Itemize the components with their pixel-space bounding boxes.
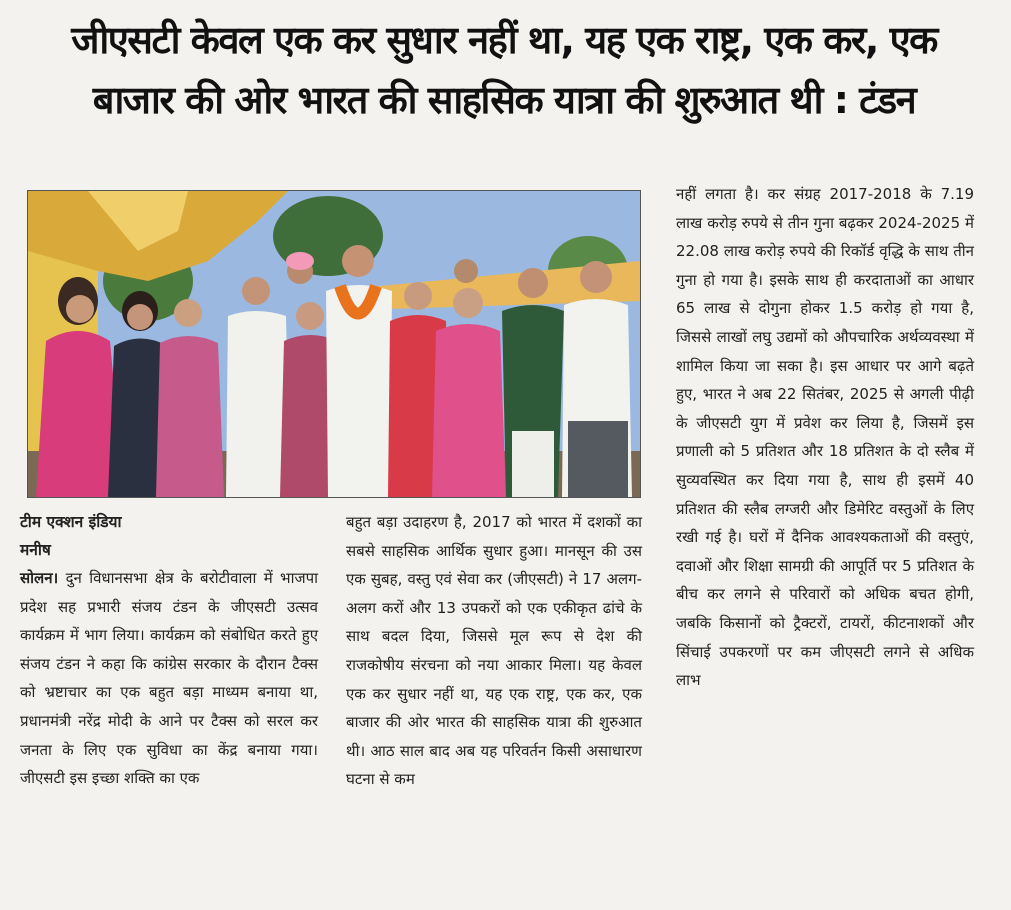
column-1-body: दुन विधानसभा क्षेत्र के बरोटीवाला में भाजपा प्रदेश सह प्रभारी संजय टंडन के जीएसटी उत्सव कार्यक्रम में भाग लिया। कार्यक्रम को संबोधित करते हुए संजय टंडन ने कहा कि कांग्रेस सरकार के दौरान टैक्स को भ्रष्टाचार का एक बहुत बड़ा माध्यम बनाया था, प्रधानमंत्री नरेंद्र मोदी के आने पर टैक्स को सरल कर जनता के लिए एक सुविधा का केंद्र बनाया गया। जीएसटी इस इच्छा शक्ति का एक [20, 569, 318, 788]
column-3-body: नहीं लगता है। कर संग्रह 2017-2018 के 7.19 लाख करोड़ रुपये से तीन गुना बढ़कर 2024-2025 में 22.08 लाख करोड़ रुपये की रिकॉर्ड वृद्धि के साथ तीन गुना हो गया है। इसके साथ ही करदाताओं का आधार 65 लाख से दोगुना होकर 1.5 करोड़ हो गया है, जिससे लाखों लघु उद्यमों को औपचारिक अर्थव्यवस्था में शामिल किया जा सका है। इस आधार पर आगे बढ़ते हुए, भारत ने अब 22 सितंबर, 2025 से अगली पीढ़ी के जीएसटी युग में प्रवेश कर लिया है, जिसमें इस प्रणाली को 5 प्रतिशत और 18 प्रतिशत के दो स्लैब में सुव्यवस्थित कर दिया गया है, साथ ही इसमें 40 प्रतिशत की स्लैब लग्जरी और डिमेरिट वस्तुओं के लिए रखी गई है। घरों में दैनिक आवश्यकताओं की वस्तुएं, दवाओं और शिक्षा सामग्री की आपूर्ति पर 5 प्रतिशत के बीच कर लगने से परिवारों को अधिक बचत होगी, जबकि किसानों को ट्रैक्टरों, टायरों, कीटनाशकों और सिंचाई उपकरणों पर कम जीएसटी लगने से अधिक लाभ [676, 185, 974, 690]
column-2-body: बहुत बड़ा उदाहरण है, 2017 को भारत में दशकों का सबसे साहसिक आर्थिक सुधार हुआ। मानसून की उस एक सुबह, वस्तु एवं सेवा कर (जीएसटी) ने 17 अलग-अलग करों और 13 उपकरों को एक एकीकृत ढांचे के साथ बदल दिया, जिससे मूल रूप से देश की राजकोषीय संरचना को नया आकार मिला। यह केवल एक कर सुधार नहीं था, यह एक राष्ट्र, एक कर, एक बाजार की ओर भारत की साहसिक यात्रा की शुरुआत थी। आठ साल बाद अब यह परिवर्तन किसी असाधारण घटना से कम [346, 513, 642, 789]
article-column-2 [346, 508, 642, 794]
news-photo [27, 190, 641, 498]
byline-author: मनीष [20, 541, 51, 559]
headline-line-2: बाजार की ओर भारत की साहसिक यात्रा की शुरुआत थी : टंडन [92, 78, 916, 122]
article-column-1 [20, 508, 318, 793]
headline-line-1: जीएसटी केवल एक कर सुधार नहीं था, यह एक राष्ट्र, एक कर, एक [71, 18, 937, 62]
dateline: सोलन। [20, 569, 59, 587]
article-column-3 [676, 180, 974, 695]
group-photo-illustration [28, 191, 640, 497]
adjacent-article-edge [1000, 430, 1008, 890]
headline [14, 10, 994, 130]
person-5 [286, 252, 314, 284]
column-1-text [20, 564, 318, 793]
byline-organization: टीम एक्शन इंडिया [20, 513, 122, 531]
person-10 [454, 259, 478, 283]
